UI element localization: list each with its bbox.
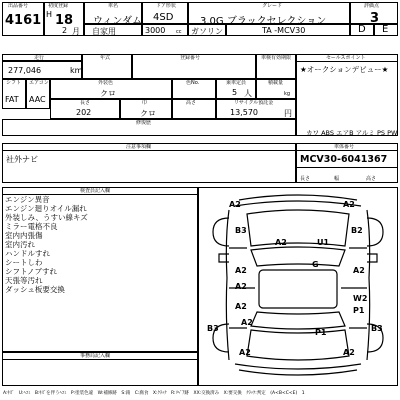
mileage: 277,046: [8, 66, 42, 75]
damage-trunk-p1: P1: [315, 328, 327, 337]
inspection-item: エンジン廻りオイル漏れ: [5, 204, 87, 213]
notes-label: 注意事項欄: [126, 144, 152, 150]
damage-front-right: A2: [343, 200, 355, 209]
inspection-item: シートしわ: [5, 258, 43, 267]
recycle-unit: 円: [284, 109, 292, 118]
equipment-list: [306, 128, 397, 137]
length-label: 長さ: [80, 100, 91, 106]
month-unit: 月: [72, 27, 80, 36]
length-value: 202: [76, 108, 92, 117]
shift: FAT: [5, 95, 19, 104]
month: 2: [62, 26, 68, 35]
lot-number: 4161: [5, 13, 42, 28]
inspection-item: 天張等汚れ: [5, 276, 43, 285]
history-label: 修復歴: [136, 120, 152, 126]
seat-label: 乗車定員: [226, 80, 247, 86]
mileage-unit: km: [70, 66, 83, 75]
damage-rear-left-b3: B3: [207, 324, 219, 333]
chassis-divider-2: [296, 167, 398, 168]
inspection-item: 外装しみ、うすい線キズ: [5, 213, 88, 222]
ac: AAC: [29, 95, 46, 104]
recycle-value: 13,570: [230, 108, 258, 117]
exterior-grade: E: [382, 24, 389, 35]
damage-front-left: A2: [229, 200, 241, 209]
damage-left-1: A2: [235, 266, 247, 275]
model-name: ウィンダム: [93, 16, 142, 27]
inspection-item: ダッシュ板要交換: [5, 285, 65, 294]
damage-hood-u1: U1: [317, 238, 330, 247]
car-outline-icon: [199, 188, 397, 385]
inspection-item: シフトノブすれ: [5, 267, 58, 276]
inspection-item: エンジン異音: [5, 195, 50, 204]
damage-diagram: [198, 187, 398, 386]
sales-divider: [296, 61, 398, 62]
damage-left-4: A2: [241, 318, 253, 327]
ac-label: エアコン: [29, 80, 49, 86]
era: H: [46, 10, 53, 19]
doors-label: ドア形状: [156, 3, 176, 9]
model-label: 車名: [108, 3, 119, 9]
damage-front-right-b2: B2: [351, 226, 363, 235]
grade-label: グレード: [262, 3, 283, 9]
yearly-label: 年式: [100, 55, 111, 61]
grade: 3.0G ブラックセレクション: [200, 16, 327, 27]
score: 3: [370, 11, 380, 26]
colorno-label: 色No.: [186, 80, 200, 86]
inspection-item: ミラー電格不良: [5, 222, 58, 231]
damage-front-left-b3: B3: [235, 226, 247, 235]
height-label: 高さ: [186, 100, 197, 106]
inner-color: クロ: [140, 109, 156, 118]
note-1: 社外ナビ: [6, 155, 38, 164]
displacement: 3000: [145, 26, 166, 35]
damage-rear-right-b3: B3: [371, 324, 383, 333]
seats-unit: 人: [244, 89, 252, 98]
equip-abs: ABS: [321, 129, 334, 137]
damage-left-2: A2: [235, 282, 247, 291]
chassis-label: 車体番号: [334, 144, 355, 150]
chassis-code: TA -MCV30: [262, 26, 306, 35]
damage-rear-left-a2: A2: [239, 348, 251, 357]
recycle-label: リサイクル預託金: [234, 100, 274, 106]
staff-label: 事務局記入欄: [80, 353, 111, 359]
equip-alloy: アルミ: [355, 129, 375, 137]
chassis-divider: [296, 150, 398, 151]
color: クロ: [100, 89, 116, 98]
lot-label: 出品番号: [8, 3, 29, 9]
equip-leather: カワ: [306, 129, 319, 137]
regno-label: 登録番号: [180, 55, 201, 61]
load-unit: kg: [284, 91, 291, 97]
mileage-label: 走行: [34, 55, 45, 61]
fuel: ガソリン: [191, 27, 223, 36]
chassis-number: MCV30-6041367: [300, 154, 388, 165]
year: 18: [55, 13, 74, 28]
damage-left-3: A2: [235, 302, 247, 311]
door-type: 4SD: [153, 12, 174, 23]
load-label: 積載量: [268, 80, 284, 86]
color-label: 外装色: [98, 80, 114, 86]
sales-label: セールスポイント: [326, 55, 366, 61]
staff-divider: [2, 359, 198, 360]
seats: 5: [232, 88, 238, 97]
equip-pw: PW: [387, 129, 398, 137]
cc-unit: cc: [176, 29, 182, 35]
dim-length-label: 長さ: [300, 176, 311, 182]
inspection-list: [5, 195, 88, 294]
notes-divider: [2, 150, 296, 151]
sales-point: ★オークションデビュー★: [300, 65, 389, 74]
damage-roof-g: G: [312, 260, 319, 269]
inspect-label: 車検有効期限: [261, 55, 292, 61]
shift-label: シフト: [6, 80, 22, 86]
year-label: 初度登録: [48, 3, 69, 9]
inspection-item: ハンドルすれ: [5, 249, 50, 258]
width-label: 巾: [142, 100, 148, 106]
dim-width-label: 幅: [334, 176, 340, 182]
inspection-item: 室内汚れ: [5, 240, 35, 249]
inspection-label: 検査員記入欄: [80, 188, 111, 194]
damage-hood-a2: A2: [275, 238, 287, 247]
damage-right-p1: P1: [353, 306, 365, 315]
inspection-item: 室内内張傷: [5, 231, 43, 240]
equip-airbag: エアB: [336, 129, 354, 137]
damage-right-w2: W2: [353, 294, 368, 303]
damage-right-1: A2: [353, 266, 365, 275]
equip-ps: PS: [376, 129, 385, 137]
damage-rear-right-a2: A2: [343, 348, 355, 357]
score-label: 評価点: [364, 3, 380, 9]
dim-height-label: 高さ: [366, 176, 377, 182]
legend: A:ｷｽﾞ U:ﾍｺﾐ B:ｷｽﾞを伴うﾍｺﾐ P:塗装色違 W:補修跡 S:錆 C:腐食 X:ｸﾗｯｸ R:ﾘﾍﾟｱ跡 XX:交換済み X:要交換 ｸﾗｯｸ:判定 (A<B<C<E) 1: [3, 391, 305, 396]
interior-grade: D: [358, 24, 366, 35]
usage: 自家用: [92, 27, 116, 36]
